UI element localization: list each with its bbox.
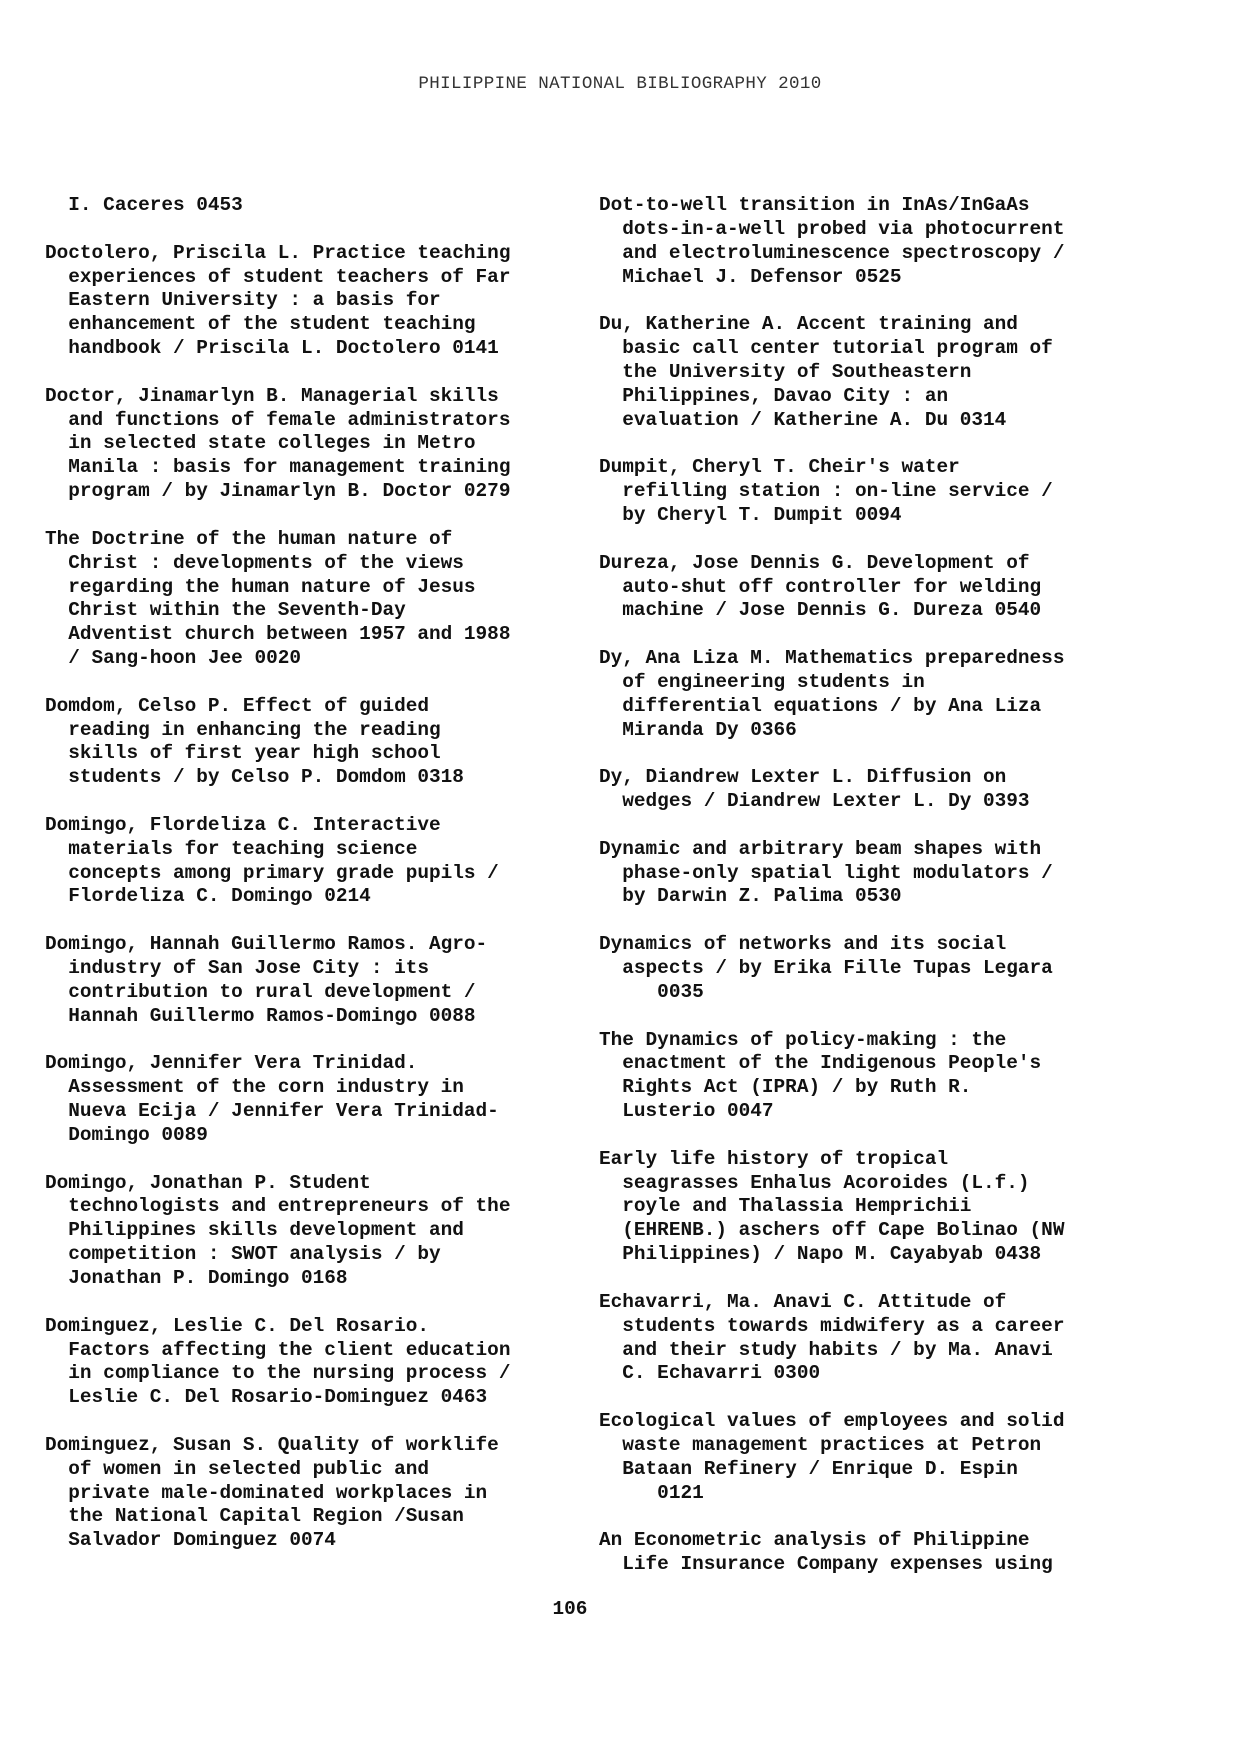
bibliography-entry: Doctor, Jinamarlyn B. Managerial skills and functions of female administrators in selected state colleges in Metro Manila : basis for management training program / by Jinamarlyn B. Doctor 0279	[45, 384, 511, 503]
bibliography-entry: Echavarri, Ma. Anavi C. Attitude of students towards midwifery as a career and their study habits / by Ma. Anavi C. Echavarri 0300	[599, 1290, 1065, 1385]
bibliography-entry: I. Caceres 0453	[45, 194, 243, 216]
bibliography-entry: Domingo, Hannah Guillermo Ramos. Agro- industry of San Jose City : its contribution to rural development / Hannah Guillermo Ramos-Domingo 0088	[45, 933, 488, 1027]
bibliography-entry: The Dynamics of policy-making : the enactment of the Indigenous People's Rights Act (IPRA) / by Ruth R. Lusterio 0047	[599, 1028, 1042, 1123]
bibliography-entry: Domingo, Jennifer Vera Trinidad. Assessment of the corn industry in Nueva Ecija / Jennifer Vera Trinidad- Domingo 0089	[45, 1052, 499, 1146]
bibliography-entry: Dot-to-well transition in InAs/InGaAs dots-in-a-well probed via photocurrent and electroluminescence spectroscopy / Michael J. Defensor 0525	[599, 194, 1065, 288]
bibliography-entry: The Doctrine of the human nature of Christ : developments of the views regarding the human nature of Jesus Christ within the Seventh-Day Adventist church between 1957 and 1988 / Sang-hoon Jee 0020	[45, 527, 511, 670]
running-head: PHILIPPINE NATIONAL BIBLIOGRAPHY 2010	[418, 74, 822, 94]
right-column	[599, 194, 1179, 1601]
page-number: 106	[552, 1598, 588, 1620]
bibliography-entry: Early life history of tropical seagrasses Enhalus Acoroides (L.f.) royle and Thalassia Hemprichii (EHRENB.) aschers off Cape Bolinao (NW Philippines) / Napo M. Cayabyab 0438	[599, 1147, 1065, 1266]
bibliography-entry: Domdom, Celso P. Effect of guided reading in enhancing the reading skills of first year high school students / by Celso P. Domdom 0318	[45, 694, 464, 789]
bibliography-entry: Dynamics of networks and its social aspects / by Erika Fille Tupas Legara 0035	[599, 933, 1053, 1003]
bibliography-entry: Doctolero, Priscila L. Practice teaching experiences of student teachers of Far Eastern University : a basis for enhancement of the student teaching handbook / Priscila L. Doctolero 0141	[45, 241, 511, 360]
bibliography-entry: Dureza, Jose Dennis G. Development of auto-shut off controller for welding machine / Jose Dennis G. Dureza 0540	[599, 551, 1042, 622]
bibliography-entry: Domingo, Jonathan P. Student technologists and entrepreneurs of the Philippines skills development and competition : SWOT analysis / by Jonathan P. Domingo 0168	[45, 1171, 511, 1289]
bibliography-entry: An Econometric analysis of Philippine Life Insurance Company expenses using	[599, 1529, 1053, 1576]
bibliography-entry: Dominguez, Susan S. Quality of worklife of women in selected public and private male-dominated workplaces in the National Capital Region /Susan Salvador Dominguez 0074	[45, 1433, 499, 1552]
bibliography-entry: Dominguez, Leslie C. Del Rosario. Factors affecting the client education in compliance to the nursing process / Leslie C. Del Rosario-Dominguez 0463	[45, 1314, 511, 1409]
bibliography-entry: Ecological values of employees and solid waste management practices at Petron Bataan Refinery / Enrique D. Espin 0121	[599, 1410, 1065, 1504]
left-column	[45, 194, 625, 1577]
bibliography-entry: Dy, Ana Liza M. Mathematics preparedness of engineering students in differential equations / by Ana Liza Miranda Dy 0366	[599, 647, 1065, 741]
bibliography-entry: Domingo, Flordeliza C. Interactive materials for teaching science concepts among primary grade pupils / Flordeliza C. Domingo 0214	[45, 813, 499, 908]
bibliography-entry: Dynamic and arbitrary beam shapes with phase-only spatial light modulators / by Darwin Z. Palima 0530	[599, 837, 1053, 908]
bibliography-entry: Du, Katherine A. Accent training and basic call center tutorial program of the University of Southeastern Philippines, Davao City : an evaluation / Katherine A. Du 0314	[599, 313, 1053, 431]
bibliography-entry: Dy, Diandrew Lexter L. Diffusion on wedges / Diandrew Lexter L. Dy 0393	[599, 766, 1030, 813]
bibliography-entry: Dumpit, Cheryl T. Cheir's water refilling station : on-line service / by Cheryl T. Dumpit 0094	[599, 456, 1053, 526]
